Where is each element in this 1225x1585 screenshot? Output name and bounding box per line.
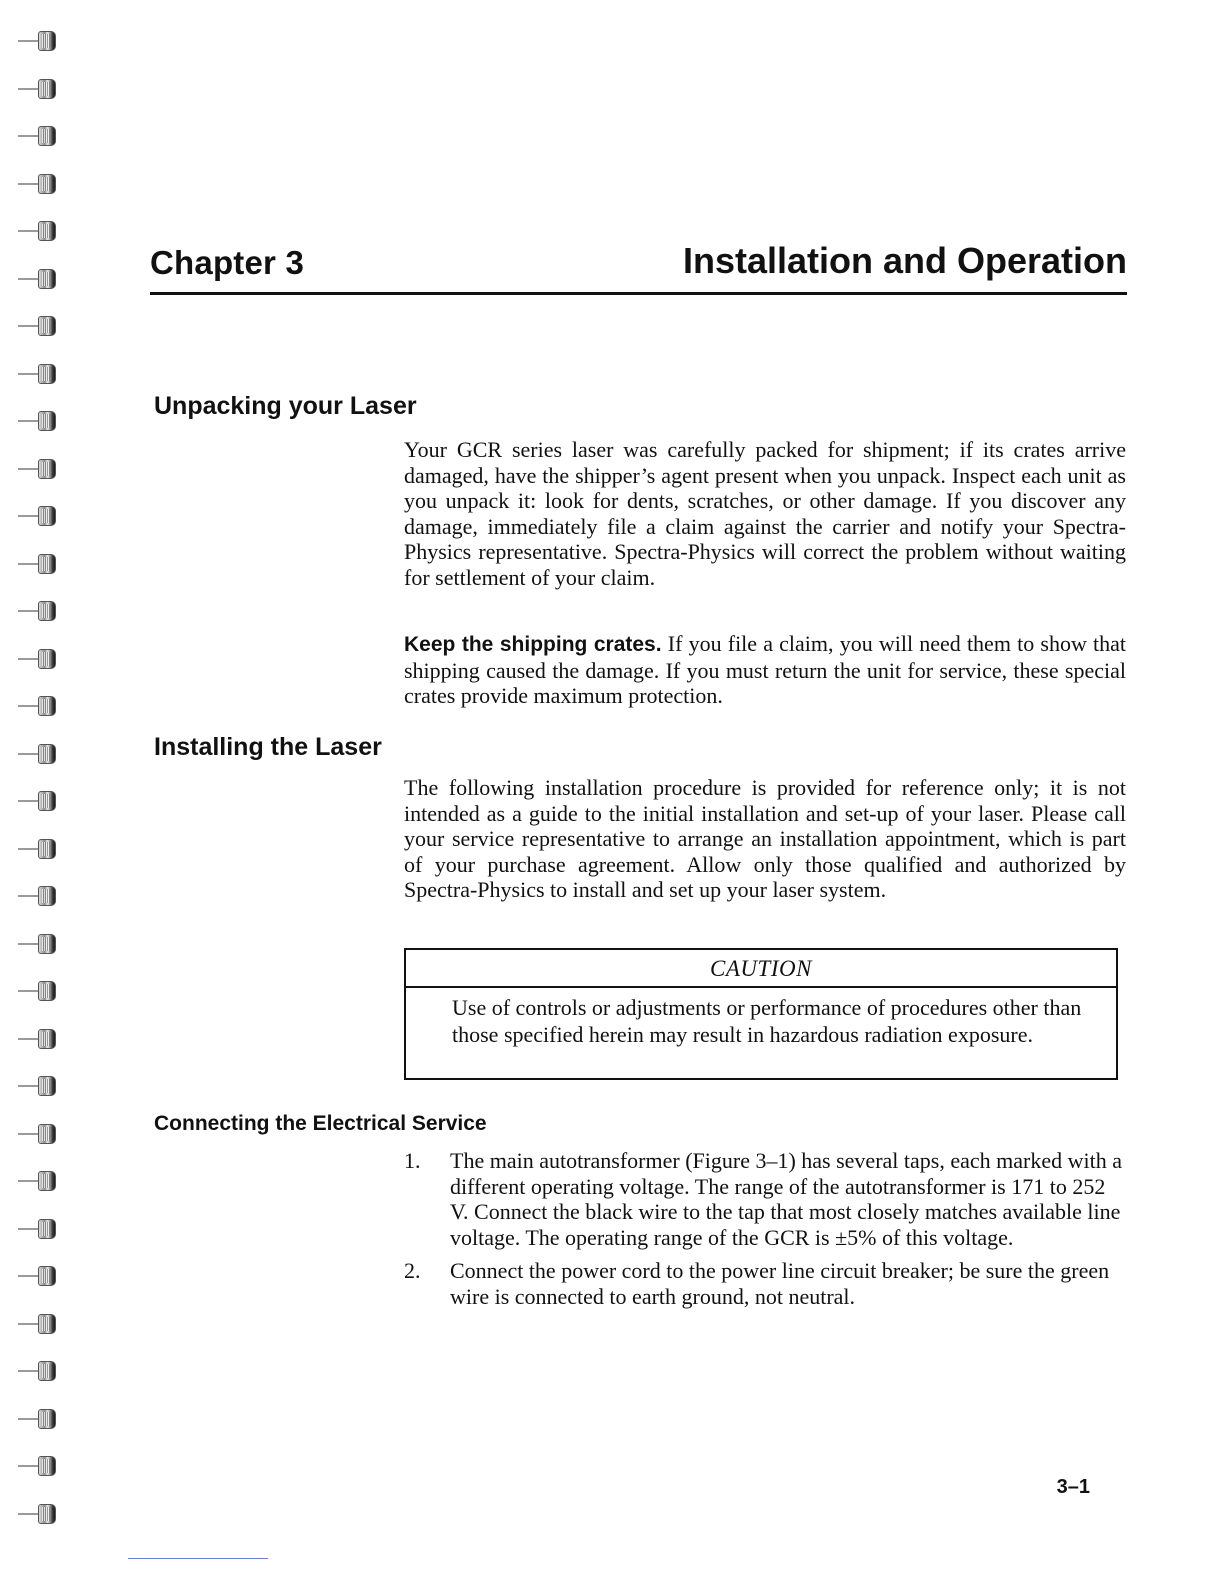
- binding-ring: [18, 790, 64, 812]
- binding-ring: [18, 600, 64, 622]
- binding-ring: [18, 743, 64, 765]
- binding-ring: [18, 315, 64, 337]
- binding-ring: [18, 980, 64, 1002]
- paragraph-text: If you file a claim, you will need them to show that shipping caused the damage. If you must return the unit for service, these special crates provide maximum protection.: [404, 631, 1126, 708]
- shipping-crates-paragraph: [404, 631, 1126, 709]
- list-item: [404, 1258, 1126, 1309]
- binding-ring: [18, 410, 64, 432]
- binding-ring: [18, 220, 64, 242]
- binding-ring: [18, 838, 64, 860]
- binding-ring: [18, 30, 64, 52]
- section-heading-installing: Installing the Laser: [154, 733, 382, 761]
- subsection-heading-electrical: Connecting the Electrical Service: [154, 1112, 487, 1135]
- binding-ring: [18, 648, 64, 670]
- footer-rule: [128, 1558, 268, 1559]
- installing-paragraph: [404, 775, 1126, 903]
- binding-ring: [18, 695, 64, 717]
- binding-ring: [18, 1218, 64, 1240]
- binding-ring: [18, 1408, 64, 1430]
- chapter-number: Chapter 3: [150, 244, 305, 281]
- paragraph-text: Your GCR series laser was carefully packed for shipment; if its crates arrive damaged, have the shipper’s agent present when you unpack. Inspect each unit as you unpack it: look for dents, scratches, or other damage. If you discover any damage, immediately file a claim against the carrier and notify your Spectra-Physics representative. Spectra-Physics will correct the problem without waiting for settlement of your claim.: [404, 437, 1126, 590]
- spiral-binding: [18, 30, 64, 1550]
- binding-ring: [18, 933, 64, 955]
- binding-ring: [18, 173, 64, 195]
- binding-ring: [18, 1075, 64, 1097]
- list-item-text: The main autotransformer (Figure 3–1) has several taps, each marked with a different operating voltage. The range of the autotransformer is 171 to 252 V. Connect the black wire to the tap that most closely matches available line voltage. The operating range of the GCR is ±5% of this voltage.: [450, 1148, 1122, 1250]
- paragraph-text: The following installation procedure is provided for reference only; it is not intended as a guide to the initial installation and set-up of your laser. Please call your service representative to arrange an installation appointment, which is part of your purchase agreement. Allow only those qualified and authorized by Spectra-Physics to install and set up your laser system.: [404, 775, 1126, 902]
- binding-ring: [18, 553, 64, 575]
- list-item-number: 1.: [404, 1148, 421, 1173]
- list-item-number: 2.: [404, 1258, 421, 1283]
- electrical-steps-list: [404, 1148, 1126, 1317]
- list-item-text: Connect the power cord to the power line circuit breaker; be sure the green wire is connected to earth ground, not neutral.: [450, 1258, 1110, 1309]
- caution-title: CAUTION: [406, 950, 1116, 988]
- binding-ring: [18, 363, 64, 385]
- binding-ring: [18, 458, 64, 480]
- list-item: [404, 1148, 1126, 1250]
- binding-ring: [18, 505, 64, 527]
- unpacking-paragraph: [404, 437, 1126, 590]
- section-heading-unpacking: Unpacking your Laser: [154, 392, 417, 420]
- binding-ring: [18, 885, 64, 907]
- binding-ring: [18, 1455, 64, 1477]
- binding-ring: [18, 1123, 64, 1145]
- binding-ring: [18, 1028, 64, 1050]
- binding-ring: [18, 1503, 64, 1525]
- caution-box: [404, 948, 1118, 1080]
- binding-ring: [18, 78, 64, 100]
- binding-ring: [18, 1170, 64, 1192]
- binding-ring: [18, 1313, 64, 1335]
- chapter-title: Installation and Operation: [682, 240, 1127, 281]
- caution-text: Use of controls or adjustments or performance of procedures other than those specified herein may result in hazardous radiation exposure.: [452, 995, 1082, 1047]
- page-number: 3–1: [1056, 1476, 1090, 1498]
- binding-ring: [18, 1265, 64, 1287]
- chapter-header: [150, 240, 1127, 295]
- binding-ring: [18, 125, 64, 147]
- paragraph-lead: Keep the shipping crates.: [404, 633, 662, 656]
- binding-ring: [18, 268, 64, 290]
- binding-ring: [18, 1360, 64, 1382]
